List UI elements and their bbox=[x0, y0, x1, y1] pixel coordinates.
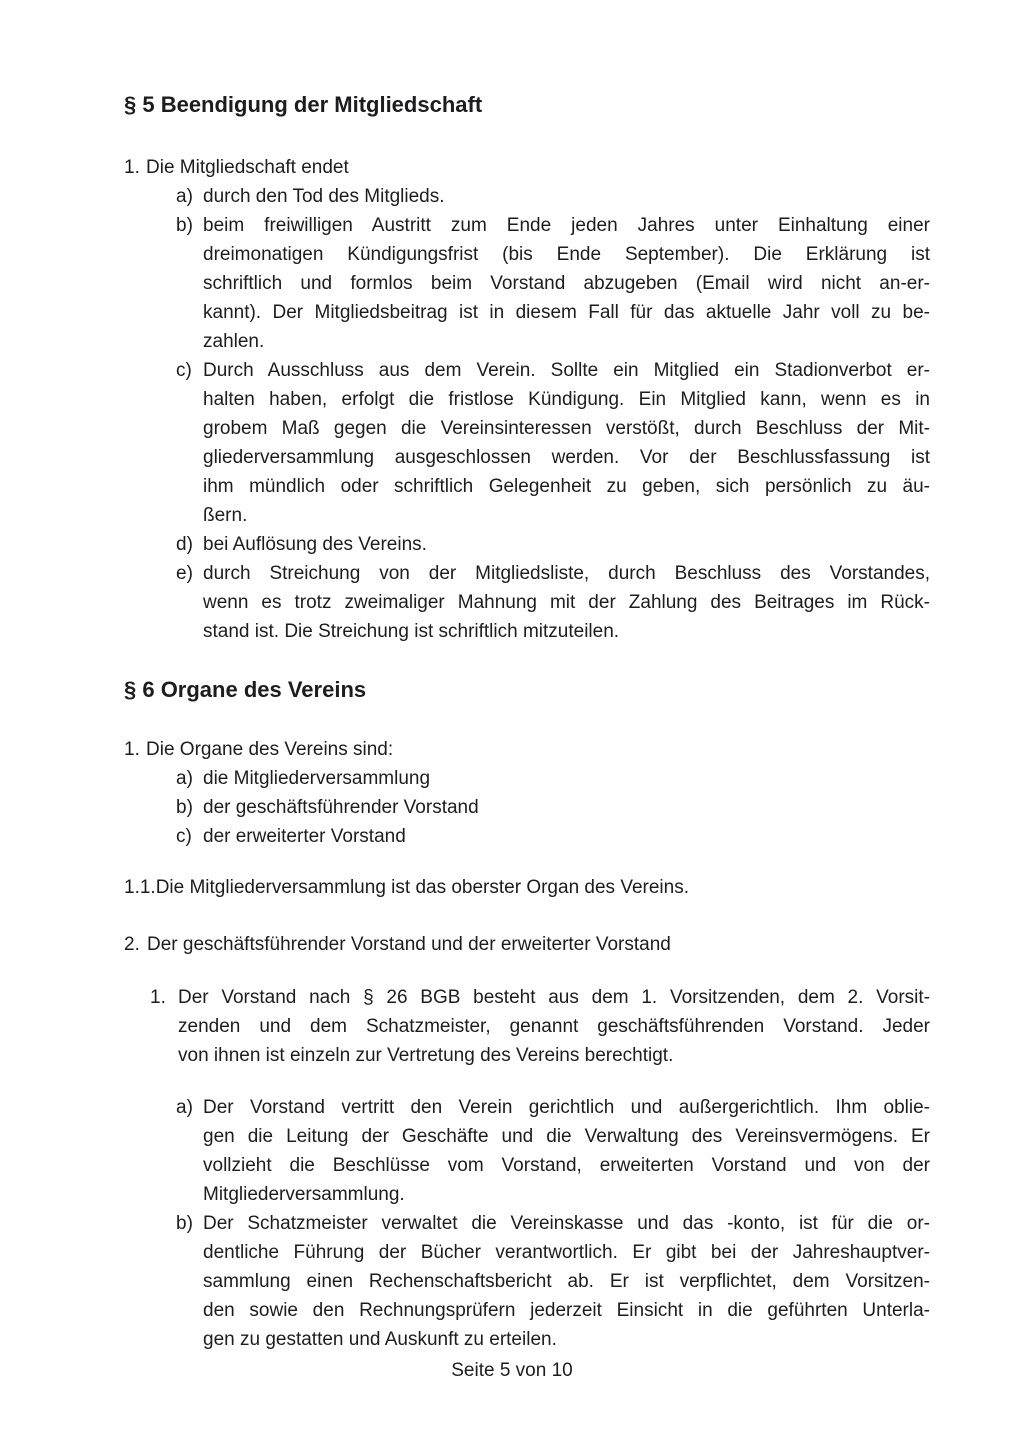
list-marker: a) bbox=[176, 186, 193, 207]
list-marker: 1. bbox=[150, 987, 166, 1008]
list-item-5-1c bbox=[176, 356, 930, 530]
page-number-footer: Seite 5 von 10 bbox=[451, 1360, 573, 1381]
list-marker: d) bbox=[176, 534, 193, 555]
document-content bbox=[124, 93, 930, 1354]
list-marker: b) bbox=[176, 215, 193, 236]
text-line: ihm mündlich oder schriftlich Gelegenheit zu geben, sich persönlich zu äu- bbox=[203, 476, 930, 497]
list-item-5-1d bbox=[176, 530, 930, 559]
text-line: gen zu gestatten und Auskunft zu erteilen. bbox=[203, 1329, 557, 1350]
text-line: Der Vorstand nach § 26 BGB besteht aus dem 1. Vorsitzenden, dem 2. Vorsit- bbox=[178, 987, 930, 1008]
list-item-text: Die Mitgliedschaft endet bbox=[146, 157, 349, 178]
list-item-6-2-1b bbox=[176, 1209, 930, 1354]
list-item-text bbox=[203, 530, 930, 559]
list-marker: c) bbox=[176, 826, 192, 847]
list-item-text bbox=[203, 1209, 930, 1354]
list-marker: a) bbox=[176, 1097, 193, 1118]
text-line: wenn es trotz zweimaliger Mahnung mit der Zahlung des Beitrages im Rück- bbox=[203, 592, 930, 613]
text-line: grobem Maß gegen die Vereinsinteressen verstößt, durch Beschluss der Mit- bbox=[203, 418, 930, 439]
list-item-text bbox=[203, 356, 930, 530]
text-line: Der Vorstand vertritt den Verein gerichtlich und außergerichtlich. Ihm oblie- bbox=[203, 1097, 930, 1118]
list-item-text: der geschäftsführender Vorstand bbox=[203, 797, 479, 818]
list-marker: 1. bbox=[124, 157, 140, 178]
list-marker: 1. bbox=[124, 739, 140, 760]
list-marker: c) bbox=[176, 360, 192, 381]
list-marker: a) bbox=[176, 768, 193, 789]
text-line: sammlung einen Rechenschaftsbericht ab. Er ist verpflichtet, dem Vorsitzen- bbox=[203, 1271, 930, 1292]
text-line: kannt). Der Mitgliedsbeitrag ist in diesem Fall für das aktuelle Jahr voll zu be- bbox=[203, 302, 930, 323]
list-item-text bbox=[203, 211, 930, 356]
paragraph-1-1: 1.1.Die Mitgliederversammlung ist das oberster Organ des Vereins. bbox=[124, 877, 689, 898]
list-item-text bbox=[178, 983, 930, 1070]
text-line: Durch Ausschluss aus dem Verein. Sollte ein Mitglied ein Stadionverbot er- bbox=[203, 360, 930, 381]
text-line: dentliche Führung der Bücher verantwortlich. Er gibt bei der Jahreshauptver- bbox=[203, 1242, 930, 1263]
text-line: von ihnen ist einzeln zur Vertretung des Vereins berechtigt. bbox=[178, 1045, 674, 1066]
list-item-text: Der geschäftsführender Vorstand und der erweiterter Vorstand bbox=[147, 934, 671, 955]
text-line: Der Schatzmeister verwaltet die Vereinskasse und das -konto, ist für die or- bbox=[203, 1213, 930, 1234]
text-line: beim freiwilligen Austritt zum Ende jeden Jahres unter Einhaltung einer bbox=[203, 215, 930, 236]
text-line: gliederversammlung ausgeschlossen werden. Vor der Beschlussfassung ist bbox=[203, 447, 930, 468]
text-line: stand ist. Die Streichung ist schriftlich mitzuteilen. bbox=[203, 621, 620, 642]
text-line: zahlen. bbox=[203, 331, 265, 352]
text-line: vollzieht die Beschlüsse vom Vorstand, erweiterten Vorstand und von der bbox=[203, 1155, 930, 1176]
section-6-heading: § 6 Organe des Vereins bbox=[124, 677, 367, 702]
list-item-5-1b bbox=[176, 211, 930, 356]
list-item-text bbox=[203, 559, 930, 646]
list-item-text: der erweiterter Vorstand bbox=[203, 826, 406, 847]
list-item-text bbox=[203, 1093, 930, 1209]
list-item-6-2-1 bbox=[150, 983, 930, 1070]
text-line: schriftlich und formlos beim Vorstand abzugeben (Email wird nicht an-er- bbox=[203, 273, 930, 294]
list-item-text: die Mitgliederversammlung bbox=[203, 768, 431, 789]
list-marker: 2. bbox=[124, 934, 140, 955]
list-marker: b) bbox=[176, 797, 193, 818]
list-item-6-1 bbox=[124, 735, 930, 764]
text-line: halten haben, erfolgt die fristlose Kündigung. Ein Mitglied kann, wenn es in bbox=[203, 389, 930, 410]
list-marker: b) bbox=[176, 1213, 193, 1234]
text-line: ßern. bbox=[203, 505, 248, 526]
list-item-6-1b bbox=[176, 793, 930, 822]
text-line: bei Auflösung des Vereins. bbox=[203, 534, 427, 555]
text-line: gen die Leitung der Geschäfte und die Verwaltung des Vereinsvermögens. Er bbox=[203, 1126, 930, 1147]
list-item-text: Die Organe des Vereins sind: bbox=[146, 739, 394, 760]
list-item-5-1 bbox=[124, 153, 930, 182]
list-item-6-1a bbox=[176, 764, 930, 793]
text-line: durch Streichung von der Mitgliedsliste, durch Beschluss des Vorstandes, bbox=[203, 563, 930, 584]
list-item-text bbox=[203, 182, 930, 211]
list-item-5-1e bbox=[176, 559, 930, 646]
text-line: Mitgliederversammlung. bbox=[203, 1184, 405, 1205]
list-item-6-2 bbox=[124, 930, 930, 959]
text-line: dreimonatigen Kündigungsfrist (bis Ende September). Die Erklärung ist bbox=[203, 244, 930, 265]
list-item-6-2-1a bbox=[176, 1093, 930, 1209]
text-line: den sowie den Rechnungsprüfern jederzeit Einsicht in die geführten Unterla- bbox=[203, 1300, 930, 1321]
list-item-5-1a bbox=[176, 182, 930, 211]
list-item-6-1c bbox=[176, 822, 930, 851]
section-5-heading: § 5 Beendigung der Mitgliedschaft bbox=[124, 92, 483, 117]
list-marker: e) bbox=[176, 563, 193, 584]
text-line: zenden und dem Schatzmeister, genannt geschäftsführenden Vorstand. Jeder bbox=[178, 1016, 930, 1037]
text-line: durch den Tod des Mitglieds. bbox=[203, 186, 445, 207]
